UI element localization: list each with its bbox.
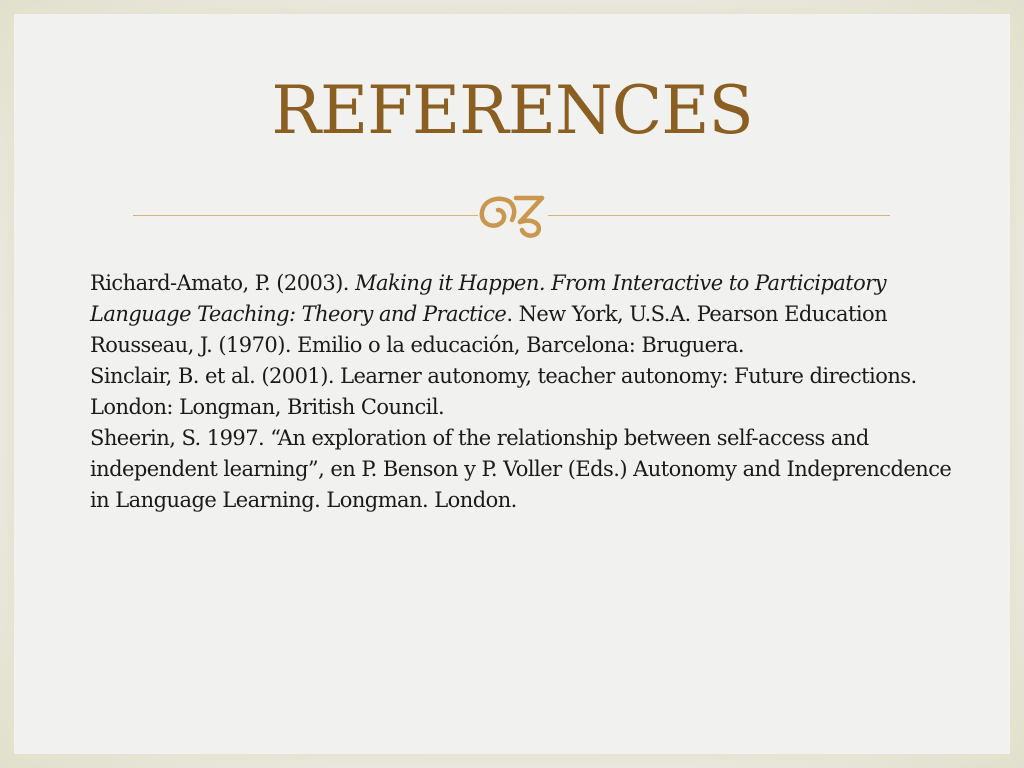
reference-publisher: . New York, U.S.A. Pearson Education xyxy=(506,302,888,326)
divider-line-right xyxy=(548,215,890,216)
reference-item: Rousseau, J. (1970). Emilio o la educación, Barcelona: Bruguera. xyxy=(90,333,745,357)
reference-author: Richard-Amato, P. (2003). xyxy=(90,271,356,295)
reference-book-title: Making it Happen. From Interactive to Participatory Language Teaching: Theory and Practice xyxy=(90,271,887,326)
references-list xyxy=(90,268,970,516)
slide-title: REFERENCES xyxy=(271,72,753,149)
reference-item xyxy=(90,268,970,330)
reference-item: Sinclair, B. et al. (2001). Learner autonomy, teacher autonomy: Future directions. London: Longman, British Council. xyxy=(90,364,917,419)
reference-item: Sheerin, S. 1997. “An exploration of the relationship between self-access and independent learning”, en P. Benson y P. Voller (Eds.) Autonomy and Indeprencdence in Language Learning. Longman. London. xyxy=(90,426,952,512)
divider-line-left xyxy=(133,215,478,216)
decorative-scroll-icon xyxy=(476,192,550,240)
